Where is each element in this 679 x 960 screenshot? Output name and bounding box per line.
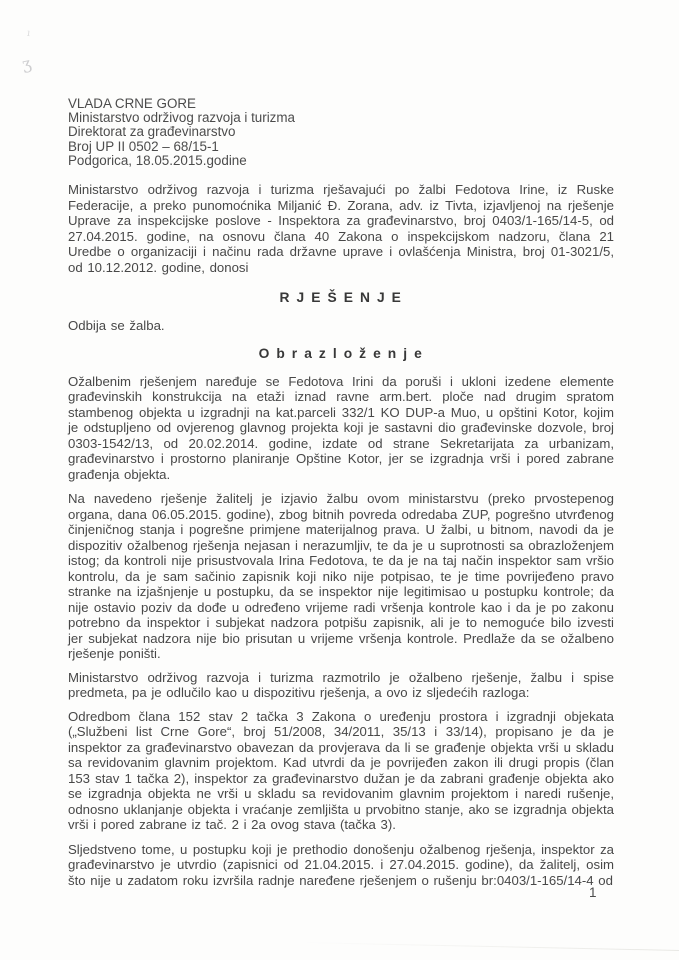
explanation-paragraph: Ministarstvo održivog razvoja i turizma razmotrilo je ožalbeno rješenje, žalbu i spise predmeta, pa je odlučilo kao u dispozitivu rješenja, a ovo iz sljedećih razloga: xyxy=(68,669,614,701)
handwritten-mark: ı xyxy=(26,27,31,40)
letterhead-place-date: Podgorica, 18.05.2015.godine xyxy=(68,152,247,168)
intro-paragraph: Ministarstvo održivog razvoja i turizma rješavajući po žalbi Fedotova Irine, iz Ruske Federacije, a preko punomoćnika Miljanić Đ. Zorana, adv. iz Tivta, izjavljenoj na rješenje Uprave za inspekcijske poslove - Inspektora za građevinarstvo, broj 0403/1-165/14-5, od 27.04.2015. godine, na osnovu člana 40 Zakona o inspekcijskom nadzoru, člana 21 Uredbe o organizaciji i načinu rada državne uprave i ovlašćenja Ministra, broj 01-3021/5, od 10.12.2012. godine, donosi xyxy=(68,182,614,275)
letterhead-ministry: Ministarstvo održivog razvoja i turizma xyxy=(68,110,295,126)
decision-text: Odbija se žalba. xyxy=(68,318,165,334)
decision-title: R J E Š E N J E xyxy=(279,290,403,306)
handwritten-mark: ʒ xyxy=(20,53,33,74)
scan-edge-artifact xyxy=(300,942,679,951)
letterhead-case-number: Broj UP II 0502 – 68/15-1 xyxy=(68,138,219,154)
letterhead-authority: VLADA CRNE GORE xyxy=(68,96,196,111)
explanation-title: O b r a z l o ž e n j e xyxy=(258,345,424,361)
letterhead xyxy=(68,97,614,168)
page-number: 1 xyxy=(589,885,597,900)
explanation-paragraph: Ožalbenim rješenjem naređuje se Fedotova Irini da poruši i ukloni izedene elemente građevinskih konstrukcija na etaži iznad ravne arm.bert. ploče nad drugim spratom stambenog objekta u izgradnji na kat.parceli 332/1 KO DUP-a Muo, u opštini Kotor, kojim je odstupljeno od ovjerenog glavnog projekta koji je sastavni dio građevinske dozvole, broj 0303-1542/13, od 20.02.2014. godine, izdate od strane Sekretarijata za urbanizam, građevinarstvo i prostorno planiranje Opštine Kotor, jer se izgradnja vrši i pored zabrane građenja objekta. xyxy=(68,373,614,482)
explanation-paragraph: Odredbom člana 152 stav 2 tačka 3 Zakona o uređenju prostora i izgradnji objekata („Službeni list Crne Gore“, broj 51/2008, 34/2011, 35/13 i 33/14), propisano je da je inspektor za građevinarstvo obavezan da provjerava da li se građenje objekta vrši u skladu sa revidovanim glavnim projektom. Kad utvrdi da je povrijeđen zakon ili drugi propis (član 153 stav 1 tačka 2), inspektor za građevinarstvo dužan je da zabrani građenje objekta ako se izgradnja objekta ne vrši u skladu sa revidovanim glavnim projektom i naredi rušenje, odnosno uklanjanje objekta i vraćanje zemljišta u prvobitno stanje, ako se izgradnja objekta vrši i pored zabrane iz tač. 2 i 2a ovog stava (tačka 3). xyxy=(68,708,614,833)
document-content xyxy=(68,97,614,888)
letterhead-directorate: Direktorat za građevinarstvo xyxy=(68,124,236,140)
explanation-paragraph: Sljedstveno tome, u postupku koji je prethodio donošenju ožalbenog rješenja, inspektor za građevinarstvo je utvrdio (zapisnici od 21.04.2015. i 27.04.2015. godine), da žalitelj, osim što nije u zadatom roku izvršila radnje naređene rješenjem o rušenju br:0403/1-165/14-4 od xyxy=(68,841,614,888)
explanation-paragraph: Na navedeno rješenje žalitelj je izjavio žalbu ovom ministarstvu (preko prvostepenog organa, dana 06.05.2015. godine), zbog bitnih povreda odredaba ZUP, pogrešno utvrđenog činjeničnog stanja i pogrešne primjene materijalnog prava. U žalbi, u bitnom, navodi da je dispozitiv ožalbenog rješenja nejasan i nerazumljiv, te da je u suprotnosti sa obrazloženjem istog; da kontroli nije prisustvovala Irina Fedotova, te da je na taj način inspektor sam vršio kontrolu, da je sam sačinio zapisnik koji niko nije potpisao, te je time povrijeđeno pravo stranke na izjašnjenje u postupku, da se inspektor nije legitimisao u postupku kontrole; da nije ostavio poziv da dođe u određeno vrijeme radi vršenja kontrole kao i da je po zakonu potrebno da inspektor i subjekat nadzora potpišu zapisnik, ali je to nemoguće bilo izvesti jer subjekat nadzora nije bio prisutan u vrijeme vršenja kontrole. Predlaže da se ožalbeno rješenje poništi. xyxy=(68,491,614,662)
